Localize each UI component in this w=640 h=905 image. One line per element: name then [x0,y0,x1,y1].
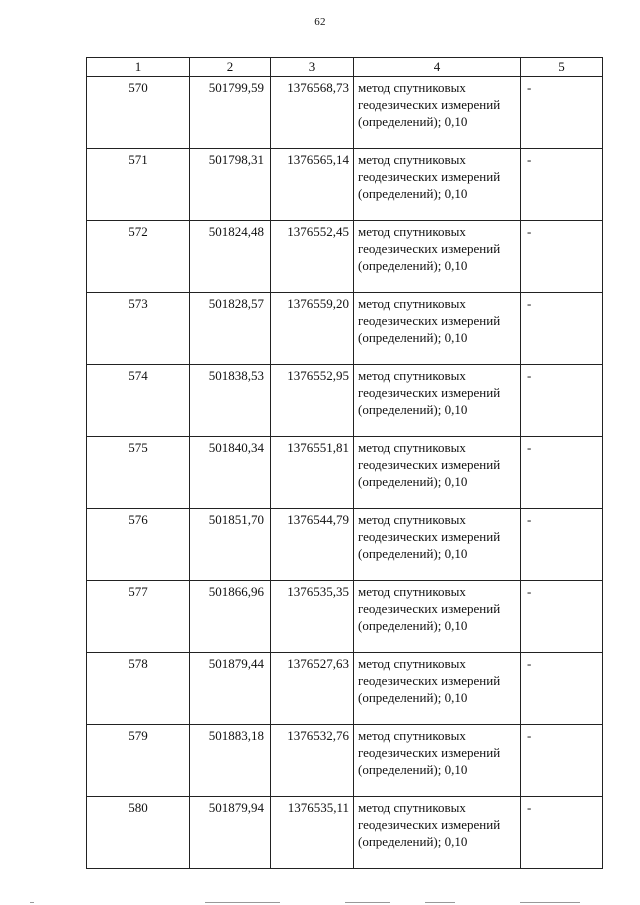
table-row [87,221,603,293]
y-coordinate-cell: 1376532,76 [271,725,354,797]
column-header-3: 3 [271,58,354,77]
y-coordinate-cell: 1376559,20 [271,293,354,365]
point-number-cell: 579 [87,725,190,797]
note-cell: - [521,221,603,293]
column-header-5: 5 [521,58,603,77]
column-header-4: 4 [354,58,521,77]
table-row [87,77,603,149]
method-accuracy-cell: метод спутниковых геодезических измерений (определений); 0,10 [354,797,521,869]
point-number-cell: 575 [87,437,190,509]
y-coordinate-cell: 1376527,63 [271,653,354,725]
table-row [87,365,603,437]
note-cell: - [521,149,603,221]
note-cell: - [521,77,603,149]
y-coordinate-cell: 1376535,35 [271,581,354,653]
method-accuracy-cell: метод спутниковых геодезических измерений (определений); 0,10 [354,365,521,437]
x-coordinate-cell: 501883,18 [190,725,271,797]
method-accuracy-cell: метод спутниковых геодезических измерений (определений); 0,10 [354,653,521,725]
x-coordinate-cell: 501798,31 [190,149,271,221]
y-coordinate-cell: 1376551,81 [271,437,354,509]
y-coordinate-cell: 1376544,79 [271,509,354,581]
note-cell: - [521,509,603,581]
x-coordinate-cell: 501879,94 [190,797,271,869]
point-number-cell: 580 [87,797,190,869]
x-coordinate-cell: 501799,59 [190,77,271,149]
x-coordinate-cell: 501851,70 [190,509,271,581]
point-number-cell: 574 [87,365,190,437]
table-row [87,581,603,653]
table-row [87,293,603,365]
y-coordinate-cell: 1376565,14 [271,149,354,221]
table-header-row [87,58,603,77]
note-cell: - [521,725,603,797]
method-accuracy-cell: метод спутниковых геодезических измерений (определений); 0,10 [354,581,521,653]
x-coordinate-cell: 501838,53 [190,365,271,437]
point-number-cell: 576 [87,509,190,581]
coordinates-table [86,57,603,869]
y-coordinate-cell: 1376552,95 [271,365,354,437]
table-row [87,797,603,869]
page-number: 62 [314,16,326,28]
y-coordinate-cell: 1376552,45 [271,221,354,293]
point-number-cell: 570 [87,77,190,149]
x-coordinate-cell: 501879,44 [190,653,271,725]
column-header-1: 1 [87,58,190,77]
note-cell: - [521,653,603,725]
column-header-2: 2 [190,58,271,77]
y-coordinate-cell: 1376535,11 [271,797,354,869]
table-row [87,437,603,509]
method-accuracy-cell: метод спутниковых геодезических измерений (определений); 0,10 [354,437,521,509]
x-coordinate-cell: 501840,34 [190,437,271,509]
table-row [87,509,603,581]
x-coordinate-cell: 501866,96 [190,581,271,653]
method-accuracy-cell: метод спутниковых геодезических измерений (определений); 0,10 [354,293,521,365]
method-accuracy-cell: метод спутниковых геодезических измерений (определений); 0,10 [354,725,521,797]
method-accuracy-cell: метод спутниковых геодезических измерений (определений); 0,10 [354,509,521,581]
note-cell: - [521,581,603,653]
note-cell: - [521,365,603,437]
table-row [87,653,603,725]
point-number-cell: 578 [87,653,190,725]
table-row [87,149,603,221]
table-row [87,725,603,797]
point-number-cell: 573 [87,293,190,365]
method-accuracy-cell: метод спутниковых геодезических измерений (определений); 0,10 [354,149,521,221]
y-coordinate-cell: 1376568,73 [271,77,354,149]
note-cell: - [521,437,603,509]
method-accuracy-cell: метод спутниковых геодезических измерений (определений); 0,10 [354,221,521,293]
note-cell: - [521,293,603,365]
x-coordinate-cell: 501824,48 [190,221,271,293]
point-number-cell: 577 [87,581,190,653]
method-accuracy-cell: метод спутниковых геодезических измерений (определений); 0,10 [354,77,521,149]
scan-artifact-marks [0,900,640,904]
note-cell: - [521,797,603,869]
point-number-cell: 572 [87,221,190,293]
point-number-cell: 571 [87,149,190,221]
x-coordinate-cell: 501828,57 [190,293,271,365]
